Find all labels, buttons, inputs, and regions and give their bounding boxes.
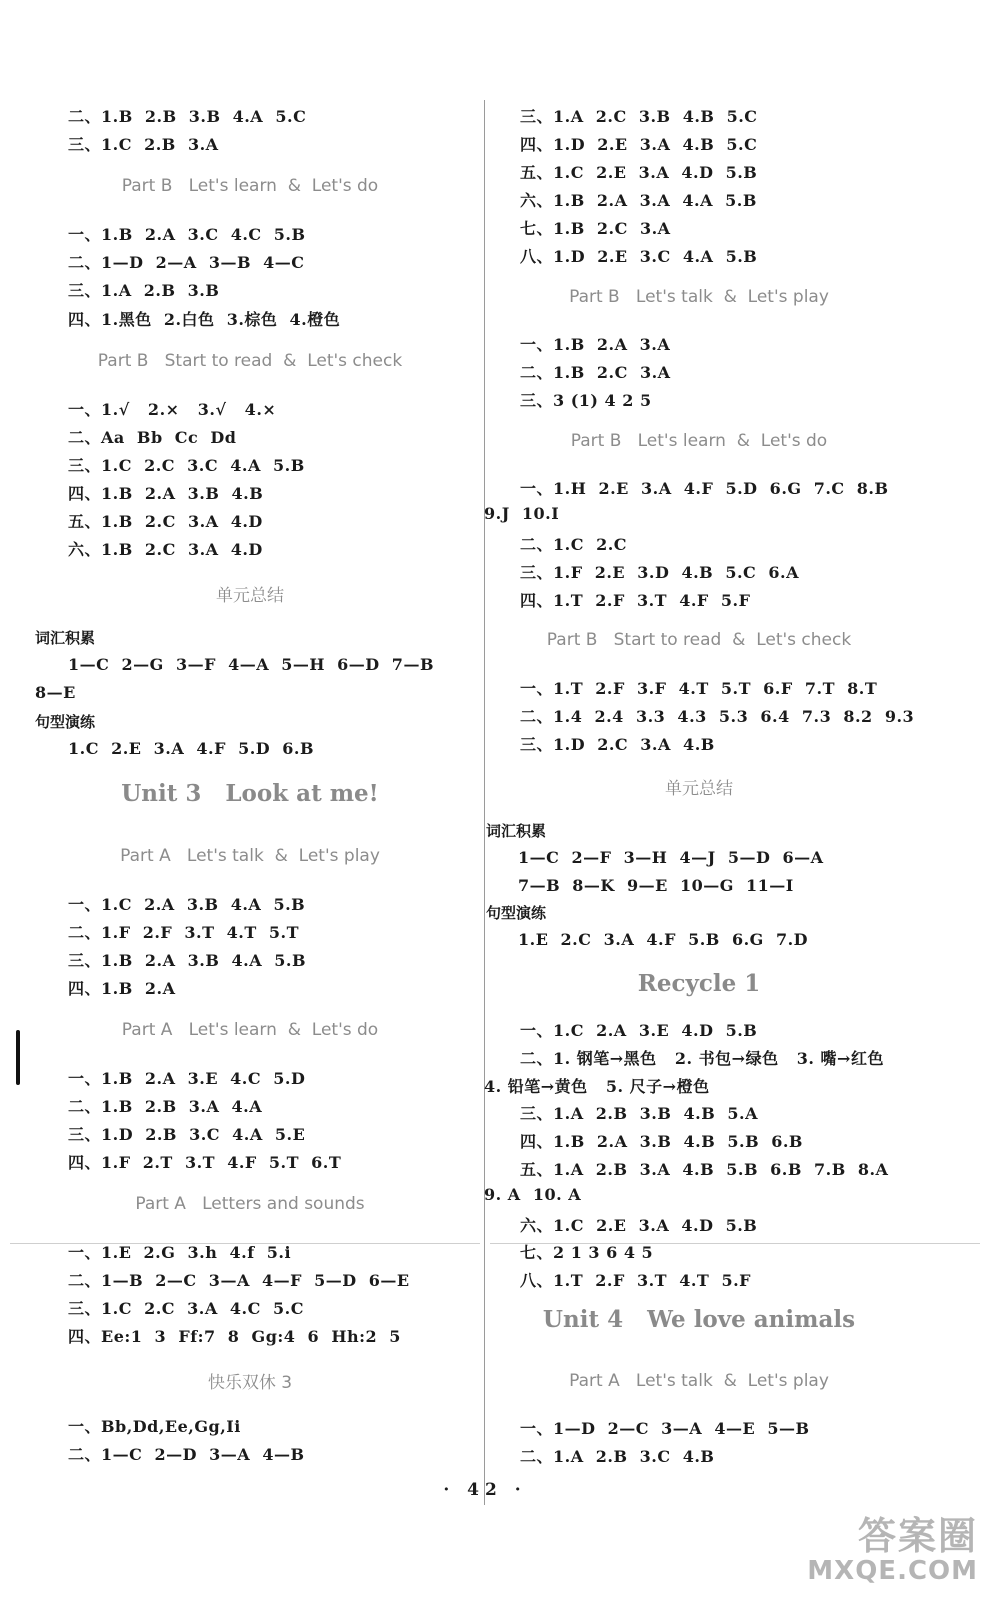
unit-title: Recycle 1 bbox=[637, 970, 761, 997]
section-heading: Part A Let's talk & Let's play bbox=[120, 846, 380, 866]
answer-line: 三、3 (1) 4 2 5 bbox=[520, 391, 652, 410]
answer-line: 六、1.C 2.E 3.A 4.D 5.B bbox=[520, 1216, 758, 1235]
answer-line: 四、1.黑色 2.白色 3.棕色 4.橙色 bbox=[68, 310, 341, 329]
answer-line: 三、1.A 2.B 3.B 4.B 5.A bbox=[520, 1104, 758, 1123]
answer-line: 二、Aa Bb Cc Dd bbox=[68, 428, 237, 447]
section-heading: 单元总结 bbox=[216, 586, 284, 606]
answer-line: 三、1.C 2.C 3.A 4.C 5.C bbox=[68, 1299, 304, 1318]
watermark-logo: 答案圈 bbox=[857, 1514, 978, 1558]
answer-line: 三、1.C 2.B 3.A bbox=[68, 135, 219, 154]
answer-line: 八、1.T 2.F 3.T 4.T 5.F bbox=[520, 1271, 752, 1290]
answer-line: 一、1.C 2.A 3.E 4.D 5.B bbox=[520, 1021, 758, 1040]
section-heading: Part B Let's learn & Let's do bbox=[121, 176, 379, 196]
answer-line: 三、1.D 2.B 3.C 4.A 5.E bbox=[68, 1125, 306, 1144]
answer-line: 五、1.B 2.C 3.A 4.D bbox=[68, 512, 263, 531]
answer-line: 七、2 1 3 6 4 5 bbox=[520, 1243, 654, 1262]
unit-title: Unit 4 We love animals bbox=[542, 1306, 856, 1333]
answer-line: 一、1.T 2.F 3.F 4.T 5.T 6.F 7.T 8.T bbox=[520, 679, 878, 698]
answer-line: 一、1.B 2.A 3.E 4.C 5.D bbox=[68, 1069, 306, 1088]
subsection-label: 词汇积累 bbox=[35, 629, 96, 647]
section-heading: 单元总结 bbox=[665, 779, 733, 799]
answer-line: 二、1.B 2.B 3.B 4.A 5.C bbox=[68, 107, 307, 126]
section-heading: Part B Let's talk & Let's play bbox=[569, 287, 829, 307]
answer-line: 一、1.C 2.A 3.B 4.A 5.B bbox=[68, 895, 306, 914]
answer-line: 四、1.B 2.A bbox=[68, 979, 176, 998]
answer-line: 三、1.C 2.C 3.C 4.A 5.B bbox=[68, 456, 305, 475]
answer-line: 四、1.F 2.T 3.T 4.F 5.T 6.T bbox=[68, 1153, 342, 1172]
answer-line: 1.C 2.E 3.A 4.F 5.D 6.B bbox=[68, 739, 315, 758]
section-heading: Part A Let's learn & Let's do bbox=[121, 1020, 379, 1040]
section-heading: Part B Start to read & Let's check bbox=[97, 351, 403, 371]
answer-line: 三、1.D 2.C 3.A 4.B bbox=[520, 735, 715, 754]
answer-line: 4. 铅笔→黄色 5. 尺子→橙色 bbox=[484, 1077, 710, 1096]
section-heading: 快乐双休 3 bbox=[207, 1373, 293, 1393]
section-heading: Part B Start to read & Let's check bbox=[546, 630, 852, 650]
subsection-label: 句型演练 bbox=[35, 713, 96, 731]
answer-line: 1—C 2—F 3—H 4—J 5—D 6—A bbox=[518, 848, 824, 867]
answer-line: 四、1.B 2.A 3.B 4.B 5.B 6.B bbox=[520, 1132, 803, 1151]
answer-line: 一、1.E 2.G 3.h 4.f 5.i bbox=[68, 1243, 292, 1262]
answer-line: 二、1. 钢笔→黑色 2. 书包→绿色 3. 嘴→红色 bbox=[520, 1049, 884, 1068]
watermark-url: MXQE.COM bbox=[807, 1556, 978, 1586]
answer-line: 六、1.B 2.C 3.A 4.D bbox=[68, 540, 263, 559]
answer-line: 七、1.B 2.C 3.A bbox=[520, 219, 671, 238]
answer-line: 二、1.F 2.F 3.T 4.T 5.T bbox=[68, 923, 300, 942]
answer-line: 7—B 8—K 9—E 10—G 11—I bbox=[518, 876, 794, 895]
answer-line: 一、1.H 2.E 3.A 4.F 5.D 6.G 7.C 8.B bbox=[520, 479, 889, 498]
answer-line: 9.J 10.I bbox=[484, 504, 560, 523]
answer-line: 四、1.D 2.E 3.A 4.B 5.C bbox=[520, 135, 758, 154]
answer-line: 二、1.B 2.C 3.A bbox=[520, 363, 671, 382]
answer-line: 五、1.C 2.E 3.A 4.D 5.B bbox=[520, 163, 758, 182]
answer-line: 8—E bbox=[35, 683, 76, 702]
answer-line: 三、1.A 2.B 3.B bbox=[68, 281, 220, 300]
answer-line: 五、1.A 2.B 3.A 4.B 5.B 6.B 7.B 8.A bbox=[520, 1160, 889, 1179]
subsection-label: 句型演练 bbox=[486, 904, 547, 922]
answer-line: 二、1—D 2—A 3—B 4—C bbox=[68, 253, 305, 272]
answer-line: 一、1—D 2—C 3—A 4—E 5—B bbox=[520, 1419, 810, 1438]
answer-line: 二、1.4 2.4 3.3 4.3 5.3 6.4 7.3 8.2 9.3 bbox=[520, 707, 915, 726]
answer-line: 四、1.T 2.F 3.T 4.F 5.F bbox=[520, 591, 751, 610]
answer-line: 一、Bb,Dd,Ee,Gg,Ii bbox=[68, 1417, 241, 1436]
answer-line: 1.E 2.C 3.A 4.F 5.B 6.G 7.D bbox=[518, 930, 809, 949]
section-heading: Part B Let's learn & Let's do bbox=[570, 431, 828, 451]
answer-line: 四、Ee:1 3 Ff:7 8 Gg:4 6 Hh:2 5 bbox=[68, 1327, 401, 1346]
answer-line: 二、1.B 2.B 3.A 4.A bbox=[68, 1097, 263, 1116]
answer-line: 二、1.C 2.C bbox=[520, 535, 628, 554]
section-heading: Part A Let's talk & Let's play bbox=[569, 1371, 829, 1391]
subsection-label: 词汇积累 bbox=[486, 822, 547, 840]
answer-line: 四、1.B 2.A 3.B 4.B bbox=[68, 484, 264, 503]
answer-line: 三、1.B 2.A 3.B 4.A 5.B bbox=[68, 951, 306, 970]
answer-line: 三、1.F 2.E 3.D 4.B 5.C 6.A bbox=[520, 563, 800, 582]
watermark bbox=[807, 1505, 978, 1586]
answer-line: 一、1.B 2.A 3.C 4.C 5.B bbox=[68, 225, 306, 244]
answer-line: 9. A 10. A bbox=[484, 1185, 582, 1204]
page-number: · 42 · bbox=[443, 1480, 527, 1500]
answer-line: 二、1.A 2.B 3.C 4.B bbox=[520, 1447, 715, 1466]
answer-line: 一、1.√ 2.× 3.√ 4.× bbox=[68, 400, 277, 419]
section-heading: Part A Letters and sounds bbox=[135, 1194, 365, 1214]
answer-line: 一、1.B 2.A 3.A bbox=[520, 335, 671, 354]
answer-line: 六、1.B 2.A 3.A 4.A 5.B bbox=[520, 191, 757, 210]
answer-line: 三、1.A 2.C 3.B 4.B 5.C bbox=[520, 107, 758, 126]
answer-line: 二、1—C 2—D 3—A 4—B bbox=[68, 1445, 305, 1464]
unit-title: Unit 3 Look at me! bbox=[121, 780, 379, 807]
answer-line: 1—C 2—G 3—F 4—A 5—H 6—D 7—B bbox=[68, 655, 434, 674]
answer-line: 八、1.D 2.E 3.C 4.A 5.B bbox=[520, 247, 758, 266]
answer-line: 二、1—B 2—C 3—A 4—F 5—D 6—E bbox=[68, 1271, 410, 1290]
